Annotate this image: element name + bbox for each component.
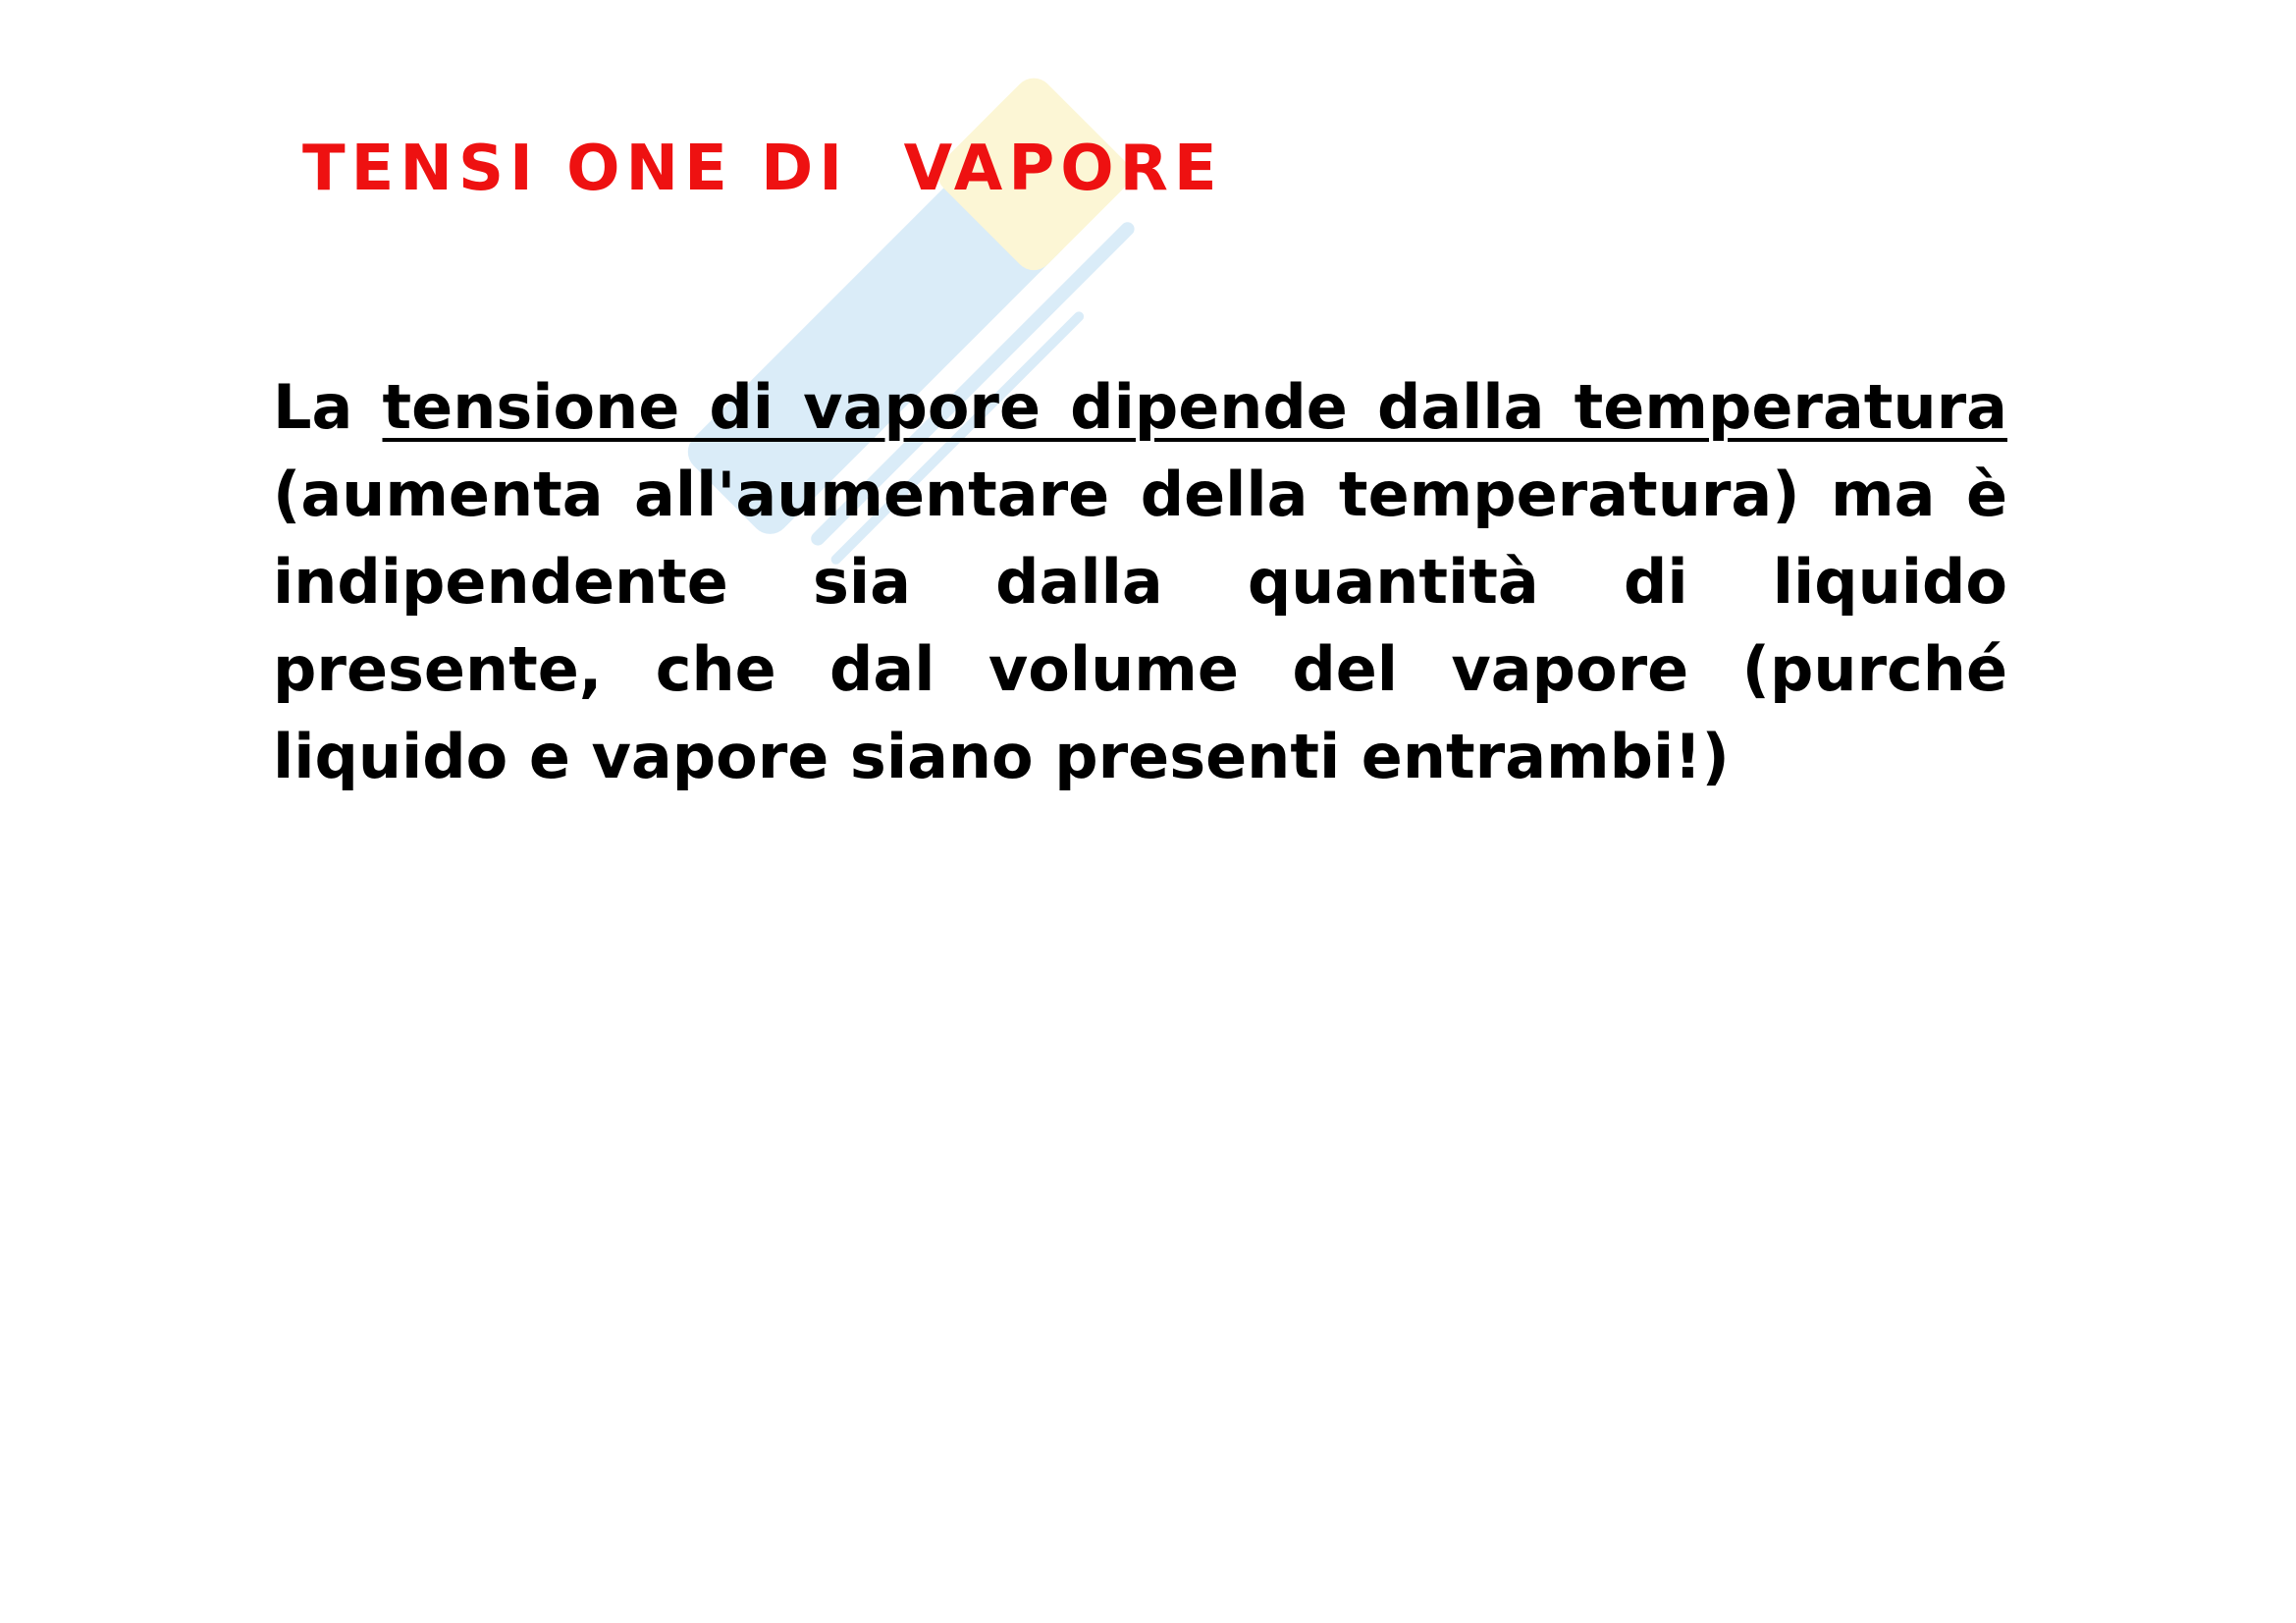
paragraph-rest: (aumenta all'aumentare della temperatura) ma è indipendente sia dalla quantità di liquido presente, che dal volume del vapore (purché liquido e vapore siano presenti entrambi!)	[273, 459, 2007, 792]
paragraph-lead: La	[273, 371, 383, 443]
slide-title: TENSI ONE DI VAPORE	[302, 133, 1223, 205]
paragraph-underlined-phrase: tensione di vapore dipende dalla temperatura	[382, 371, 2007, 443]
slide-paragraph	[273, 363, 2007, 800]
